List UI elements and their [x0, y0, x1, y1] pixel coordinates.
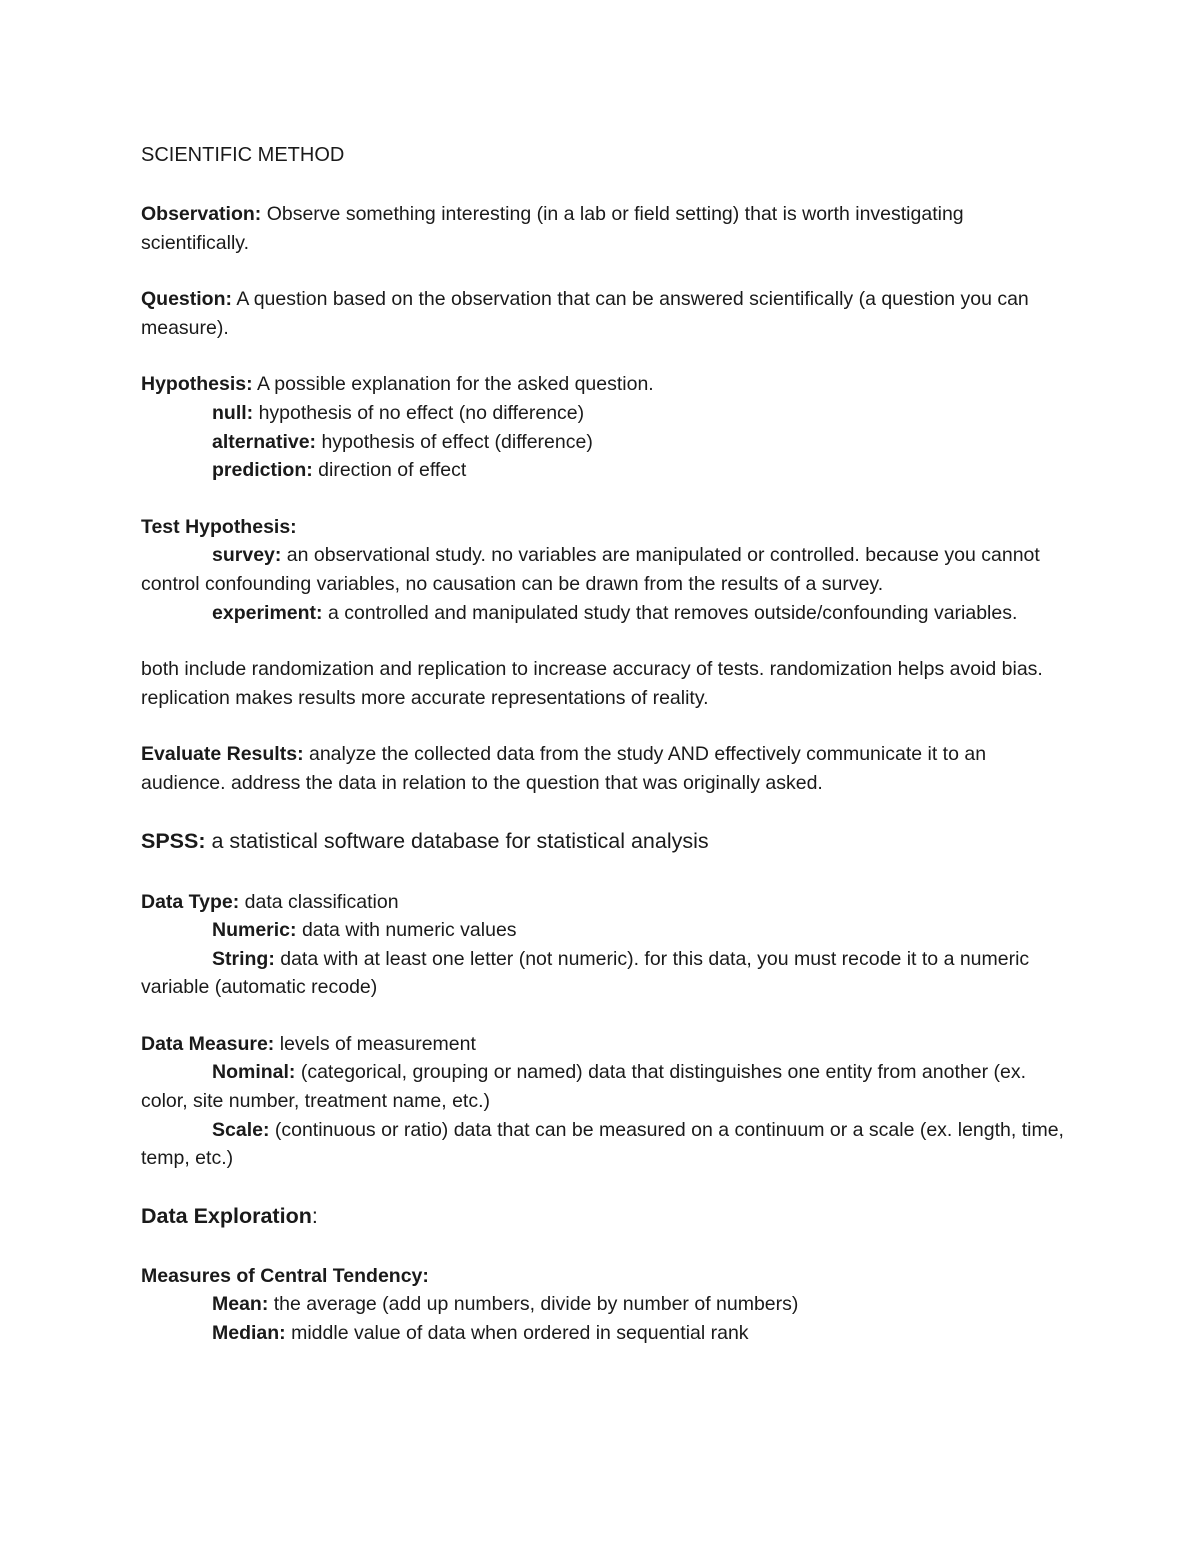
data-measure-section [141, 1030, 1076, 1173]
alternative-text: hypothesis of effect (difference) [316, 430, 593, 453]
document-page [141, 140, 1076, 1376]
observation-label: Observation: [141, 203, 262, 225]
hypothesis-item-prediction [141, 456, 1076, 485]
observation-paragraph [141, 200, 1076, 257]
numeric-text: data with numeric values [296, 919, 517, 942]
data-measure-label: Data Measure: [141, 1032, 275, 1055]
hypothesis-text: A possible explanation for the asked question. [252, 373, 654, 396]
central-tendency-item-median [141, 1319, 1076, 1348]
scale-text: (continuous or ratio) data that can be measured on a continuum or a scale (ex. length, time, temp, etc.) [141, 1118, 1064, 1170]
question-paragraph [141, 285, 1076, 342]
central-tendency-item-mean [141, 1290, 1076, 1319]
central-tendency-section [141, 1262, 1076, 1348]
string-text: data with at least one letter (not numeric). for this data, you must recode it to a numeric variable (automatic recode) [141, 947, 1030, 999]
evaluate-label: Evaluate Results: [141, 743, 304, 766]
data-measure-item-nominal [141, 1058, 1076, 1115]
prediction-label: prediction: [212, 459, 313, 482]
data-measure-item-scale [141, 1116, 1076, 1173]
alternative-label: alternative: [212, 430, 317, 453]
spss-heading [141, 826, 1076, 857]
data-exploration-colon: : [311, 1203, 318, 1228]
data-type-label: Data Type: [141, 890, 240, 913]
data-type-item-numeric [141, 916, 1076, 945]
scale-label: Scale: [212, 1118, 270, 1141]
median-label: Median: [212, 1322, 286, 1345]
mean-text: the average (add up numbers, divide by number of numbers) [268, 1293, 799, 1316]
numeric-label: Numeric: [212, 919, 297, 942]
evaluate-paragraph [141, 740, 1076, 797]
data-type-line [141, 888, 1076, 917]
hypothesis-item-alternative [141, 428, 1076, 457]
test-hypothesis-label: Test Hypothesis: [141, 515, 297, 538]
survey-label: survey: [212, 544, 282, 567]
hypothesis-item-null [141, 399, 1076, 428]
test-item-survey [141, 541, 1076, 598]
data-exploration-label: Data Exploration [141, 1203, 312, 1228]
document-title: SCIENTIFIC METHOD [141, 144, 345, 166]
nominal-label: Nominal: [212, 1061, 296, 1084]
evaluate-text: analyze the collected data from the study AND effectively communicate it to an audience. address the data in relation to the question that was originally asked. [141, 743, 987, 794]
observation-text: Observe something interesting (in a lab or field setting) that is worth investigating scientifically. [141, 203, 964, 254]
hypothesis-section [141, 370, 1076, 484]
data-type-text: data classification [239, 890, 399, 913]
question-label: Question: [141, 288, 232, 311]
median-text: middle value of data when ordered in sequential rank [285, 1322, 749, 1345]
both-paragraph: both include randomization and replication to increase accuracy of tests. randomization helps avoid bias. replication makes results more accurate representations of reality. [141, 658, 1043, 709]
survey-text: an observational study. no variables are manipulated or controlled. because you cannot control confounding variables, no causation can be drawn from the results of a survey. [141, 544, 1040, 595]
experiment-label: experiment: [212, 601, 323, 624]
null-text: hypothesis of no effect (no difference) [253, 401, 585, 424]
data-measure-line [141, 1030, 1076, 1059]
question-text: A question based on the observation that can be answered scientifically (a question you can measure). [141, 288, 1029, 339]
test-hypothesis-section [141, 513, 1076, 627]
spss-label: SPSS: [141, 828, 206, 853]
string-label: String: [212, 947, 275, 970]
spss-text: a statistical software database for statistical analysis [205, 828, 709, 853]
hypothesis-label: Hypothesis: [141, 373, 253, 396]
central-tendency-label: Measures of Central Tendency: [141, 1264, 429, 1287]
data-measure-text: levels of measurement [274, 1032, 476, 1055]
test-item-experiment [141, 599, 1076, 628]
mean-label: Mean: [212, 1293, 269, 1316]
hypothesis-line [141, 370, 1076, 399]
prediction-text: direction of effect [312, 459, 467, 482]
data-type-section [141, 888, 1076, 1002]
data-exploration-heading [141, 1201, 1076, 1232]
data-type-item-string [141, 945, 1076, 1002]
nominal-text: (categorical, grouping or named) data that distinguishes one entity from another (ex. color, site number, treatment name, etc.) [141, 1061, 1026, 1113]
experiment-text: a controlled and manipulated study that removes outside/confounding variables. [322, 601, 1018, 624]
null-label: null: [212, 401, 254, 424]
